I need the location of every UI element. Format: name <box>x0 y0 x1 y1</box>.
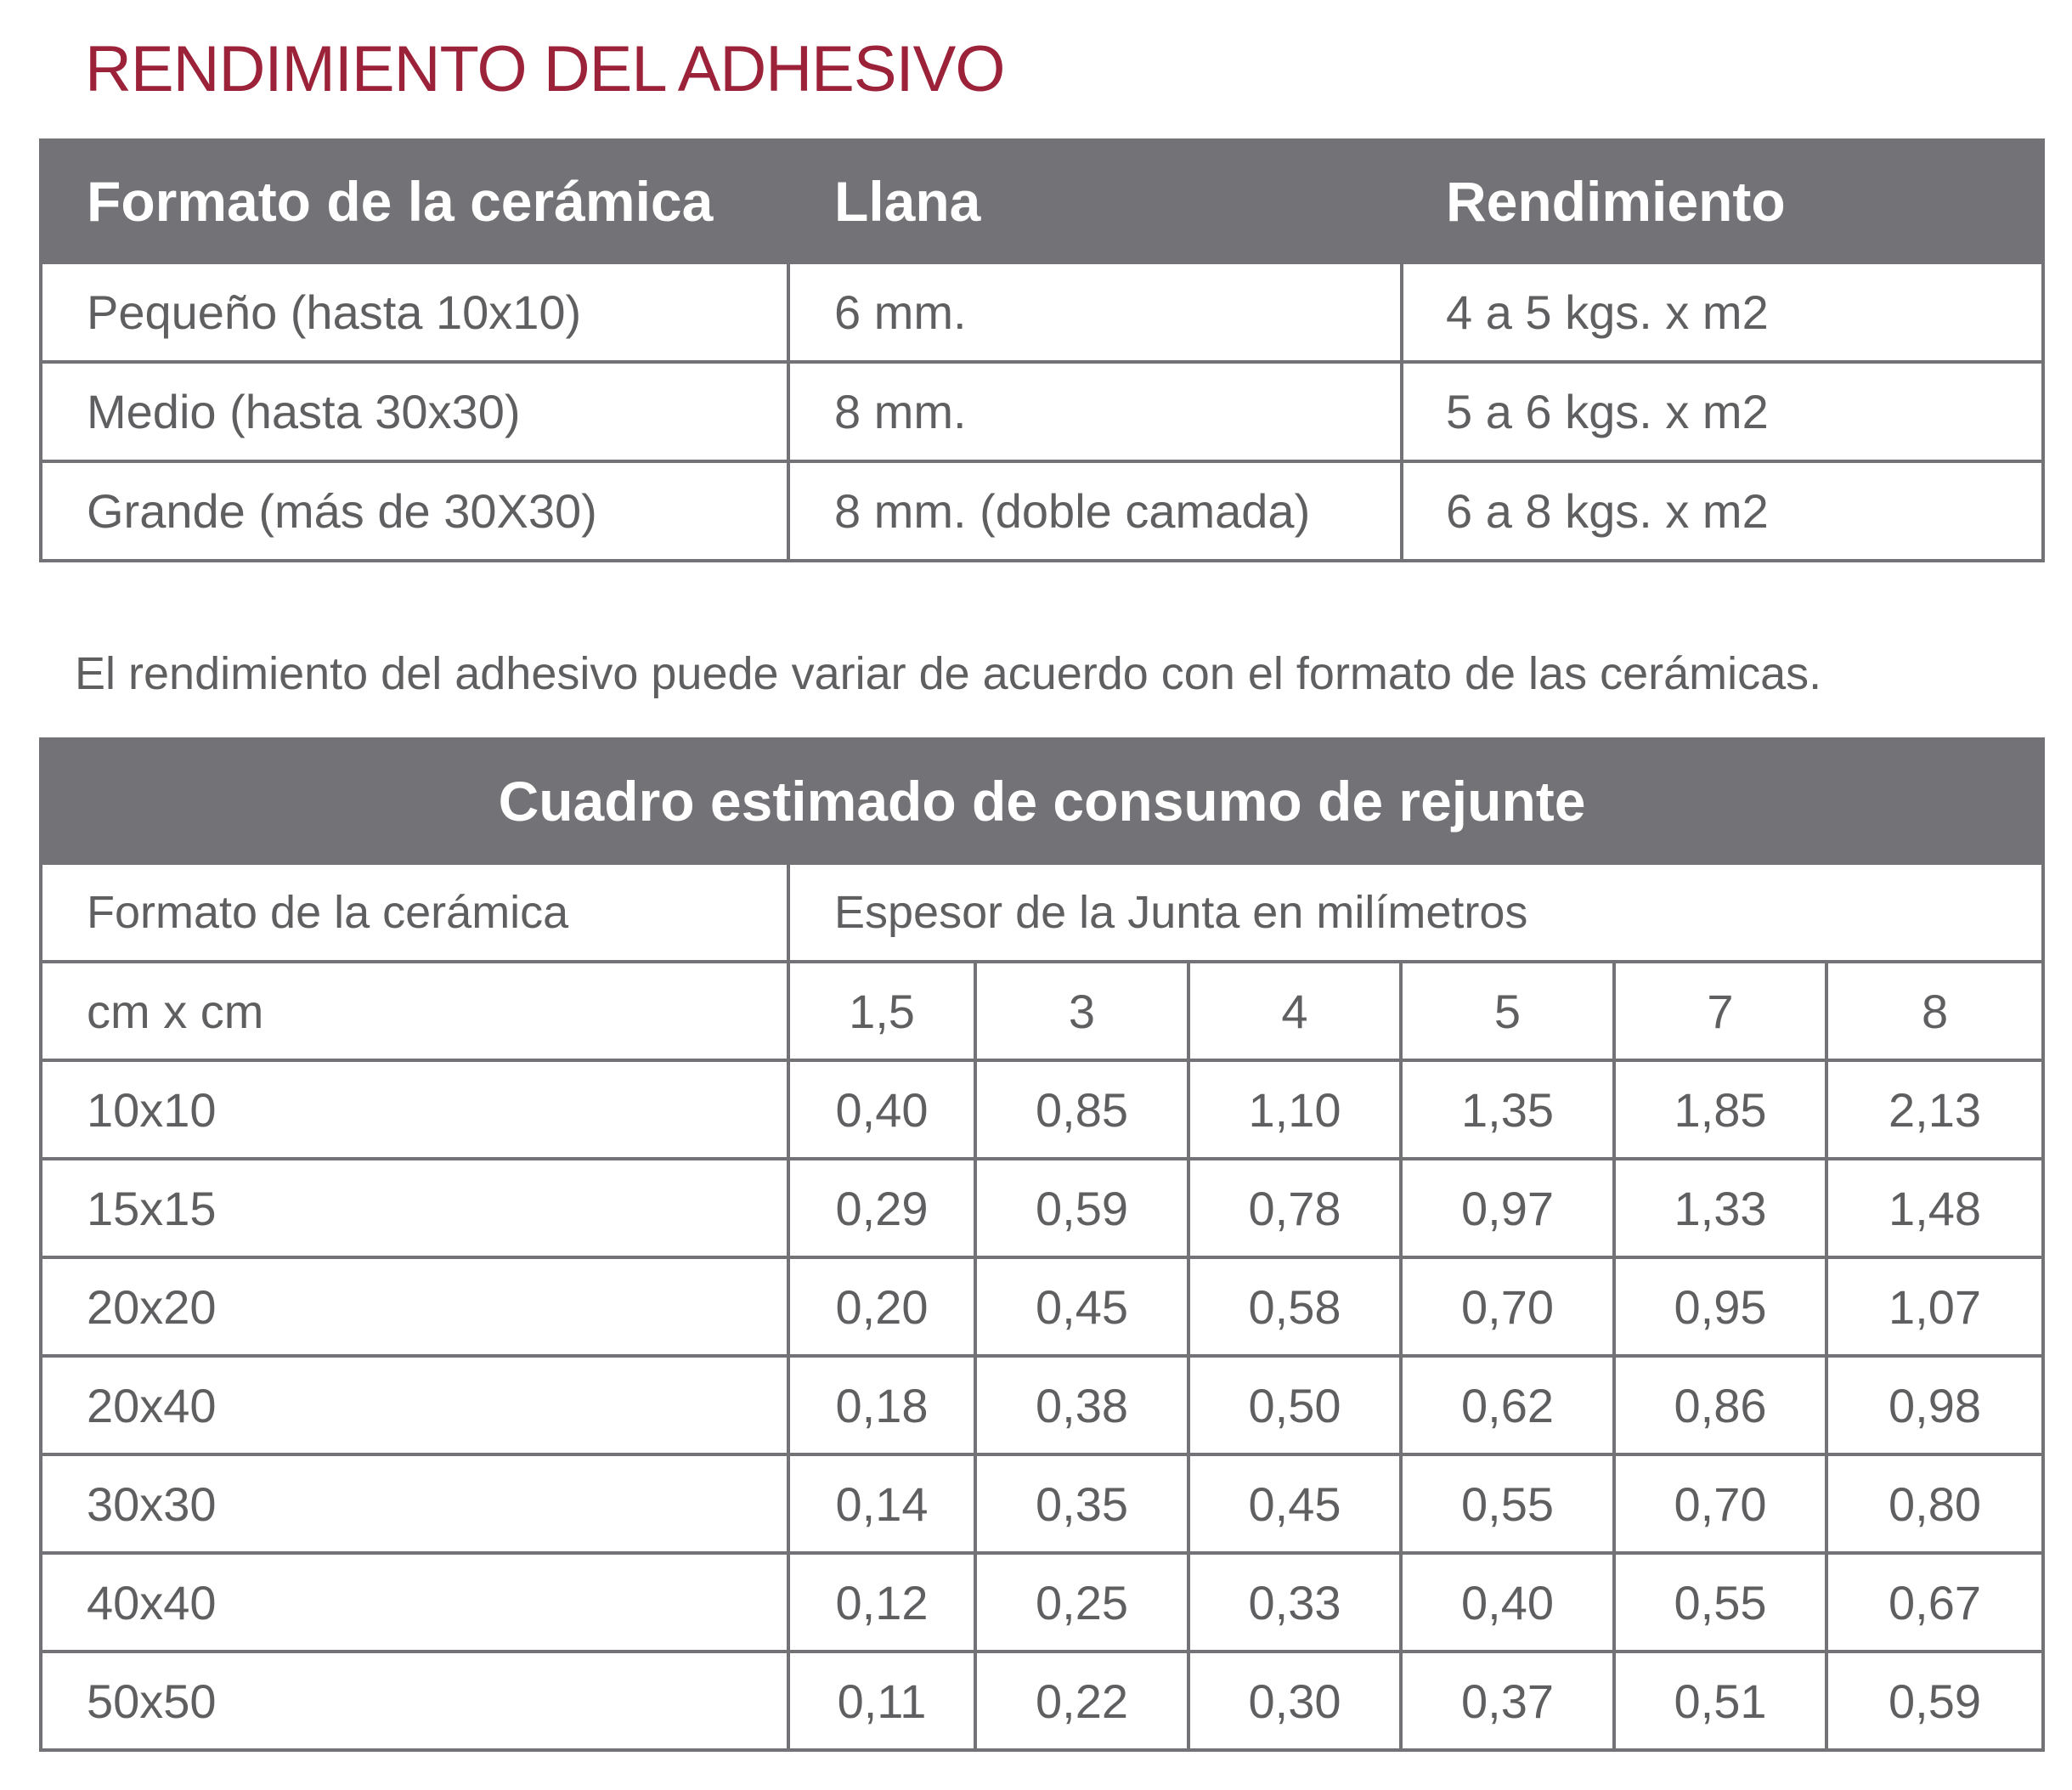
row-format: 50x50 <box>41 1652 788 1750</box>
table-row <box>41 1454 2043 1553</box>
row-format: 10x10 <box>41 1060 788 1159</box>
table-header-row <box>41 140 2043 263</box>
cell-yield: 5 a 6 kgs. x m2 <box>1402 362 2043 461</box>
consumption-value: 1,48 <box>1826 1159 2043 1257</box>
consumption-value: 0,55 <box>1614 1553 1826 1652</box>
cell-trowel: 8 mm. <box>788 362 1402 461</box>
consumption-value: 0,40 <box>788 1060 975 1159</box>
thickness-value: 5 <box>1401 962 1614 1060</box>
table-row <box>41 263 2043 362</box>
subheader-thickness: Espesor de la Junta en milímetros <box>788 863 2043 962</box>
consumption-value: 0,30 <box>1188 1652 1401 1750</box>
table-row <box>41 461 2043 561</box>
consumption-value: 0,40 <box>1401 1553 1614 1652</box>
subheader-row <box>41 863 2043 962</box>
table-row <box>41 1257 2043 1356</box>
consumption-value: 2,13 <box>1826 1060 2043 1159</box>
consumption-value: 0,85 <box>975 1060 1188 1159</box>
consumption-value: 0,67 <box>1826 1553 2043 1652</box>
consumption-value: 0,22 <box>975 1652 1188 1750</box>
header-format: Formato de la cerámica <box>41 140 788 263</box>
consumption-value: 1,07 <box>1826 1257 2043 1356</box>
row-format: 30x30 <box>41 1454 788 1553</box>
grout-table-caption: Cuadro estimado de consumo de rejunte <box>41 739 2043 863</box>
consumption-value: 0,51 <box>1614 1652 1826 1750</box>
consumption-value: 0,37 <box>1401 1652 1614 1750</box>
thickness-value: 1,5 <box>788 962 975 1060</box>
consumption-value: 0,59 <box>975 1159 1188 1257</box>
consumption-value: 0,95 <box>1614 1257 1826 1356</box>
yield-note: El rendimiento del adhesivo puede variar de acuerdo con el formato de las cerámicas. <box>75 648 1822 699</box>
consumption-value: 0,70 <box>1614 1454 1826 1553</box>
consumption-value: 0,14 <box>788 1454 975 1553</box>
table-row <box>41 1652 2043 1750</box>
consumption-value: 0,62 <box>1401 1356 1614 1454</box>
consumption-value: 1,85 <box>1614 1060 1826 1159</box>
consumption-value: 0,98 <box>1826 1356 2043 1454</box>
consumption-value: 0,25 <box>975 1553 1188 1652</box>
table-row <box>41 1060 2043 1159</box>
consumption-value: 0,33 <box>1188 1553 1401 1652</box>
cell-format: Grande (más de 30X30) <box>41 461 788 561</box>
adhesive-yield-table <box>39 138 2045 562</box>
table-row <box>41 362 2043 461</box>
thickness-value: 7 <box>1614 962 1826 1060</box>
consumption-value: 0,12 <box>788 1553 975 1652</box>
header-trowel: Llana <box>788 140 1402 263</box>
cell-trowel: 8 mm. (doble camada) <box>788 461 1402 561</box>
row-format: 15x15 <box>41 1159 788 1257</box>
consumption-value: 0,29 <box>788 1159 975 1257</box>
consumption-value: 1,33 <box>1614 1159 1826 1257</box>
grout-table-body <box>41 1060 2043 1750</box>
cell-yield: 6 a 8 kgs. x m2 <box>1402 461 2043 561</box>
consumption-value: 0,11 <box>788 1652 975 1750</box>
consumption-value: 0,97 <box>1401 1159 1614 1257</box>
table-row <box>41 1553 2043 1652</box>
consumption-value: 0,50 <box>1188 1356 1401 1454</box>
consumption-value: 0,35 <box>975 1454 1188 1553</box>
consumption-value: 0,78 <box>1188 1159 1401 1257</box>
table-row <box>41 1159 2043 1257</box>
row-format: 40x40 <box>41 1553 788 1652</box>
cell-format: Medio (hasta 30x30) <box>41 362 788 461</box>
header-yield: Rendimiento <box>1402 140 2043 263</box>
consumption-value: 0,59 <box>1826 1652 2043 1750</box>
row-format: 20x20 <box>41 1257 788 1356</box>
table-row <box>41 1356 2043 1454</box>
consumption-value: 0,20 <box>788 1257 975 1356</box>
row-format: 20x40 <box>41 1356 788 1454</box>
cell-format: Pequeño (hasta 10x10) <box>41 263 788 362</box>
page-title: RENDIMIENTO DEL ADHESIVO <box>85 33 1005 105</box>
cell-yield: 4 a 5 kgs. x m2 <box>1402 263 2043 362</box>
consumption-value: 0,70 <box>1401 1257 1614 1356</box>
thickness-row <box>41 962 2043 1060</box>
consumption-value: 0,80 <box>1826 1454 2043 1553</box>
grout-consumption-table <box>39 737 2045 1752</box>
thickness-value: 4 <box>1188 962 1401 1060</box>
table-caption-row <box>41 739 2043 863</box>
consumption-value: 0,55 <box>1401 1454 1614 1553</box>
thickness-value: 3 <box>975 962 1188 1060</box>
subheader-format: Formato de la cerámica <box>41 863 788 962</box>
consumption-value: 0,58 <box>1188 1257 1401 1356</box>
consumption-value: 0,86 <box>1614 1356 1826 1454</box>
unit-label: cm x cm <box>41 962 788 1060</box>
consumption-value: 1,35 <box>1401 1060 1614 1159</box>
consumption-value: 1,10 <box>1188 1060 1401 1159</box>
consumption-value: 0,45 <box>975 1257 1188 1356</box>
thickness-value: 8 <box>1826 962 2043 1060</box>
consumption-value: 0,38 <box>975 1356 1188 1454</box>
consumption-value: 0,45 <box>1188 1454 1401 1553</box>
cell-trowel: 6 mm. <box>788 263 1402 362</box>
consumption-value: 0,18 <box>788 1356 975 1454</box>
